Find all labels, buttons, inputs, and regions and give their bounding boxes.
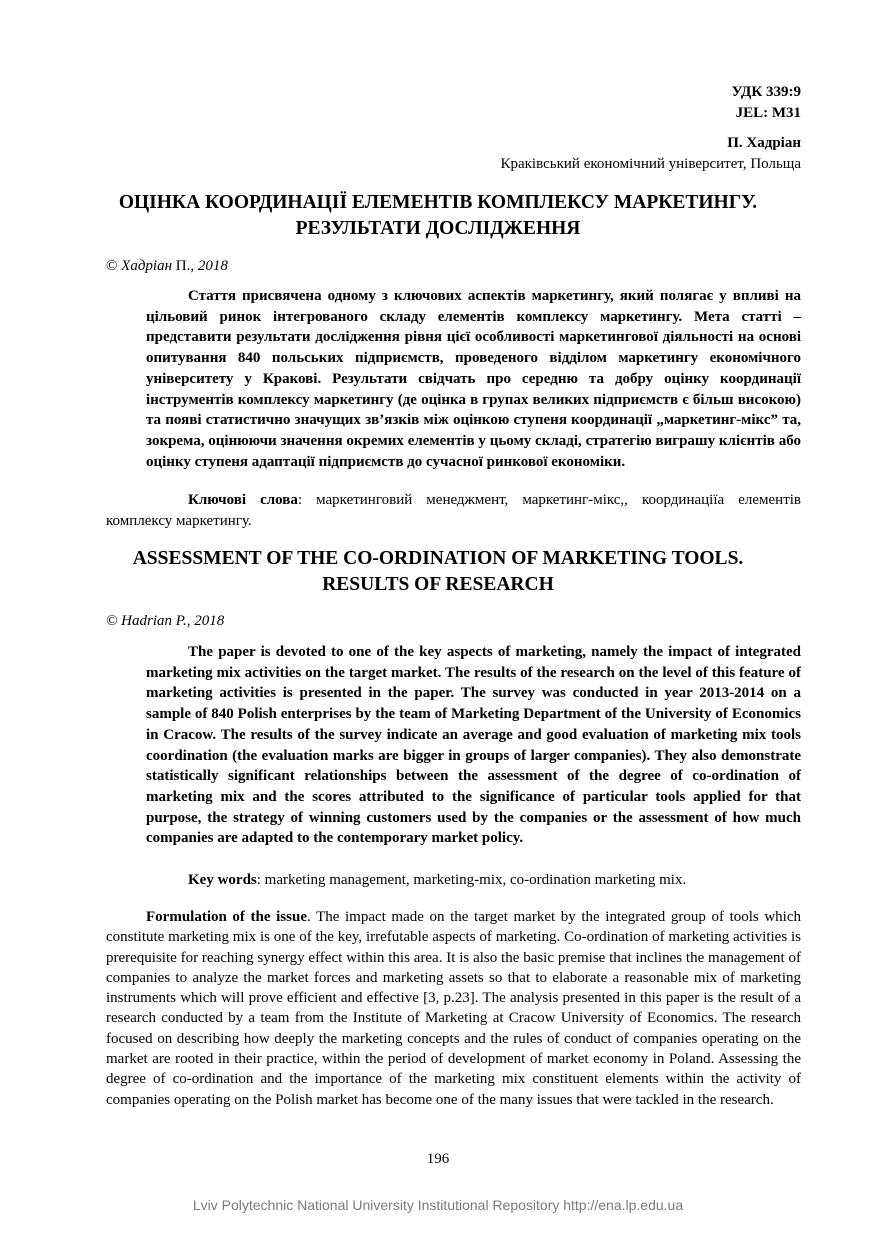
title-english — [75, 546, 801, 598]
copyright-name: Хадріан — [121, 258, 173, 274]
repository-footer: Lviv Polytechnic National University Institutional Repository http://ena.lp.edu.ua — [192, 1197, 684, 1213]
title-ukrainian-line1: ОЦІНКА КООРДИНАЦІЇ ЕЛЕМЕНТІВ КОМПЛЕКСУ МАРКЕТИНГУ. — [118, 192, 758, 213]
author-affiliation: Краківський економічний університет, Польща — [500, 156, 801, 172]
abstract-english: The paper is devoted to one of the key aspects of marketing, namely the impact of integrated marketing mix activities on the target market. The results of the research on the level of this feature of marketing activities is presented in the paper. The survey was conducted in year 2013-2014 on a sample of 840 Polish enterprises by the team of Marketing Department of the University of Economics in Cracow. The results of the survey indicate an average and good evaluation of marketing mix tools coordination (the evaluation marks are bigger in groups of larger companies). They also demonstrate statistically significant relationships between the assessment of the degree of co-ordination of marketing mix and the scores attributed to the significance of particular tools applied for that purpose, the strategy of winning customers used by the companies or the assessment of how much companies are adapted to the contemporary market policy. — [146, 644, 801, 847]
author-name: П. Хадріан — [727, 135, 801, 151]
author-block — [500, 133, 801, 175]
keywords-text: : marketing management, marketing-mix, co-ordination marketing mix. — [256, 872, 687, 888]
title-english-line1: ASSESSMENT OF THE CO-ORDINATION OF MARKETING TOOLS. — [132, 548, 744, 569]
section-heading: Formulation of the issue — [146, 909, 307, 925]
copyright-ukrainian — [106, 258, 228, 275]
keywords-ukrainian — [106, 490, 801, 531]
body-paragraph-text: . The impact made on the target market by the integrated group of tools which constitute marketing mix is one of the key, irrefutable aspects of marketing. Co-ordination of marketing activities is prerequisite for reaching synergy effect within this area. It is also the basic premise that inclines the management of companies to analyze the market forces and marketing assets so that to elaborate a reasonable mix of marketing instruments which will prove efficient and effective [3, p.23]. The analysis presented in this paper is the result of a research conducted by a team from the Institute of Marketing at Cracow University of Economics. The research focused on describing how deeply the marketing concepts and the rules of conduct of companies operating on the market are rooted in their practice, within the period of development of market economy in Poland. Assessing the degree of co-ordination and the importance of the marketing mix constituent elements within the activity of companies operating on the Polish market has become one of the many issues that were tackled in the research. — [106, 909, 801, 1108]
copyright-symbol: © — [106, 258, 118, 274]
copyright-year: 2018 — [197, 258, 228, 274]
copyright-initial: П., — [175, 258, 195, 274]
keywords-text: : маркетинговий менеджмент, маркетинг-мікс,, координаціїа елементів комплексу маркетингу. — [106, 492, 801, 529]
title-ukrainian — [75, 190, 801, 242]
jel-code: JEL: M31 — [735, 105, 801, 121]
title-english-line2: RESULTS OF RESEARCH — [322, 574, 554, 595]
copyright-english: © Hadrian P., 2018 — [106, 613, 225, 629]
abstract-ukrainian: Стаття присвячена одному з ключових аспектів маркетингу, який полягає у впливі на цільовий ринок інтегрованого складу елементів комплексу маркетингу. Мета статті – представити результати дослідження рівня цієї особливості маркетингової діяльності на основі опитування 840 польських підприємств, проведеного відділом маркетингу економічного університету у Кракові. Результати свідчать про середню та добру оцінку координації інструментів комплексу маркетингу (де оцінка в групах великих підприємств є більш високою) та появі статистично значущих зв’язків між оцінкою ступеня координації „маркетинг-мікс” та, зокрема, оцінюючи значення окремих елементів у цьому складі, стратегію виграшу клієнтів або оцінку ступеня адаптації підприємств до сучасної ринкової економіки. — [146, 288, 801, 470]
body-paragraph — [106, 907, 801, 1110]
keywords-english — [188, 870, 801, 891]
classification-codes — [732, 82, 801, 124]
title-ukrainian-line2: РЕЗУЛЬТАТИ ДОСЛІДЖЕННЯ — [295, 218, 581, 239]
udk-code: УДК 339:9 — [731, 84, 801, 100]
keywords-label: Ключові слова — [188, 492, 298, 508]
keywords-label: Key words — [188, 872, 257, 888]
page-number: 196 — [426, 1151, 450, 1167]
